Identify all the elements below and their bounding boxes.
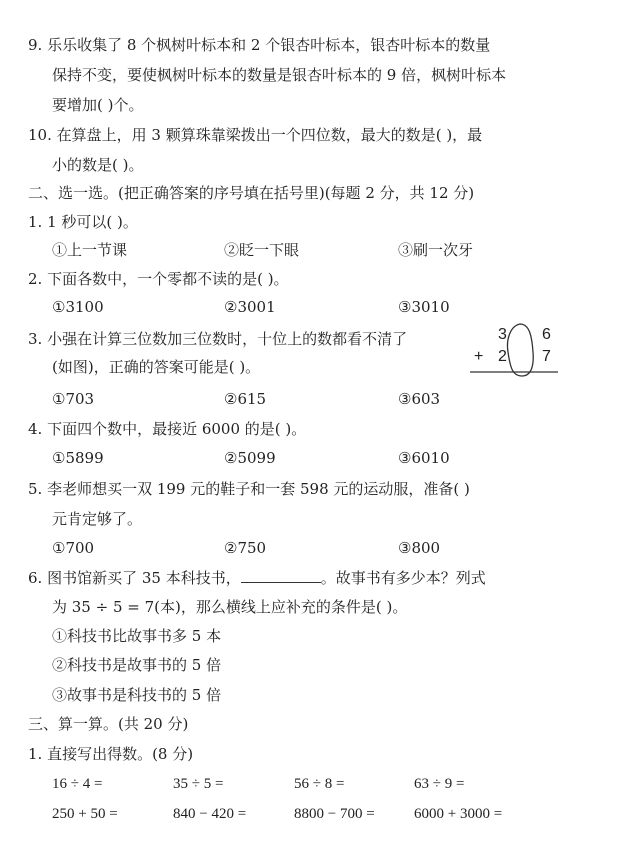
calc-row2-item1: 250 + 50 = xyxy=(52,806,118,822)
s2q5-option-3: ③800 xyxy=(398,539,441,557)
s2q5-line1: 5. 李老师想买一双 199 元的鞋子和一套 598 元的运动服，准备( ) xyxy=(28,480,470,498)
q9-line2: 保持不变，要使枫树叶标本的数量是银杏叶标本的 9 倍，枫树叶标本 xyxy=(52,66,507,84)
calc-row1-item1: 16 ÷ 4 = xyxy=(52,776,103,792)
figure-bottom-right-digit: 7 xyxy=(542,348,551,365)
section3-title: 三、算一算。(共 20 分) xyxy=(28,715,189,733)
figure-plus-sign: + xyxy=(474,348,484,365)
s2q6-line2: 为 35 ÷ 5 = 7(本)，那么横线上应补充的条件是( )。 xyxy=(52,598,408,616)
addition-figure xyxy=(470,322,560,378)
figure-top-right-digit: 6 xyxy=(542,326,551,343)
s2q3-option-2: ②615 xyxy=(224,390,267,408)
s2q6-line1 xyxy=(28,567,486,589)
s2q3-option-3: ③603 xyxy=(398,390,441,408)
s3q1-stem: 1. 直接写出得数。(8 分) xyxy=(28,745,194,763)
calc-row1-item4: 63 ÷ 9 = xyxy=(414,776,465,792)
section2-title: 二、选一选。(把正确答案的序号填在括号里)(每题 2 分，共 12 分) xyxy=(28,184,475,202)
s2q3-option-1: ①703 xyxy=(52,390,95,408)
ink-blot-icon xyxy=(470,322,560,378)
s2q4-stem: 4. 下面四个数中，最接近 6000 的是( )。 xyxy=(28,420,307,438)
figure-top-left-digit: 3 xyxy=(498,326,507,343)
fill-in-blank-line xyxy=(241,567,321,583)
q9-line1: 9. 乐乐收集了 8 个枫树叶标本和 2 个银杏叶标本，银杏叶标本的数量 xyxy=(28,36,491,54)
s2q5-line2: 元肯定够了。 xyxy=(52,510,143,528)
calc-row1-item3: 56 ÷ 8 = xyxy=(294,776,345,792)
calc-row2-item3: 8800 − 700 = xyxy=(294,806,375,822)
s2q4-option-1: ①5899 xyxy=(52,449,104,467)
s2q2-option-2: ②3001 xyxy=(224,298,276,316)
s2q4-option-3: ③6010 xyxy=(398,449,450,467)
s2q6-option-2: ②科技书是故事书的 5 倍 xyxy=(52,656,222,674)
s2q6-option-1: ①科技书比故事书多 5 本 xyxy=(52,627,222,645)
calc-row2-item2: 840 − 420 = xyxy=(173,806,247,822)
s2q4-option-2: ②5099 xyxy=(224,449,276,467)
q10-line2: 小的数是( )。 xyxy=(52,156,144,174)
s2q1-option-1: ①上一节课 xyxy=(52,241,128,259)
q10-line1: 10. 在算盘上，用 3 颗算珠靠梁拨出一个四位数，最大的数是( )，最 xyxy=(28,126,483,144)
s2q2-option-3: ③3010 xyxy=(398,298,450,316)
figure-bottom-left-digit: 2 xyxy=(498,348,507,365)
s2q1-option-3: ③刷一次牙 xyxy=(398,241,474,259)
q9-line3: 要增加( )个。 xyxy=(52,96,144,114)
s2q2-option-1: ①3100 xyxy=(52,298,104,316)
s2q3-line2: (如图)，正确的答案可能是( )。 xyxy=(52,358,261,376)
s2q6-line1-start: 6. 图书馆新买了 35 本科技书， xyxy=(28,569,241,587)
s2q5-option-1: ①700 xyxy=(52,539,95,557)
calc-row2-item4: 6000 + 3000 = xyxy=(414,806,503,822)
s2q1-stem: 1. 1 秒可以( )。 xyxy=(28,213,138,231)
s2q6-line1-end: 。故事书有多少本？列式 xyxy=(320,569,486,587)
s2q5-option-2: ②750 xyxy=(224,539,267,557)
s2q2-stem: 2. 下面各数中，一个零都不读的是( )。 xyxy=(28,270,289,288)
s2q6-option-3: ③故事书是科技书的 5 倍 xyxy=(52,686,222,704)
calc-row1-item2: 35 ÷ 5 = xyxy=(173,776,224,792)
s2q1-option-2: ②眨一下眼 xyxy=(224,241,300,259)
s2q3-line1: 3. 小强在计算三位数加三位数时，十位上的数都看不清了 xyxy=(28,330,408,348)
